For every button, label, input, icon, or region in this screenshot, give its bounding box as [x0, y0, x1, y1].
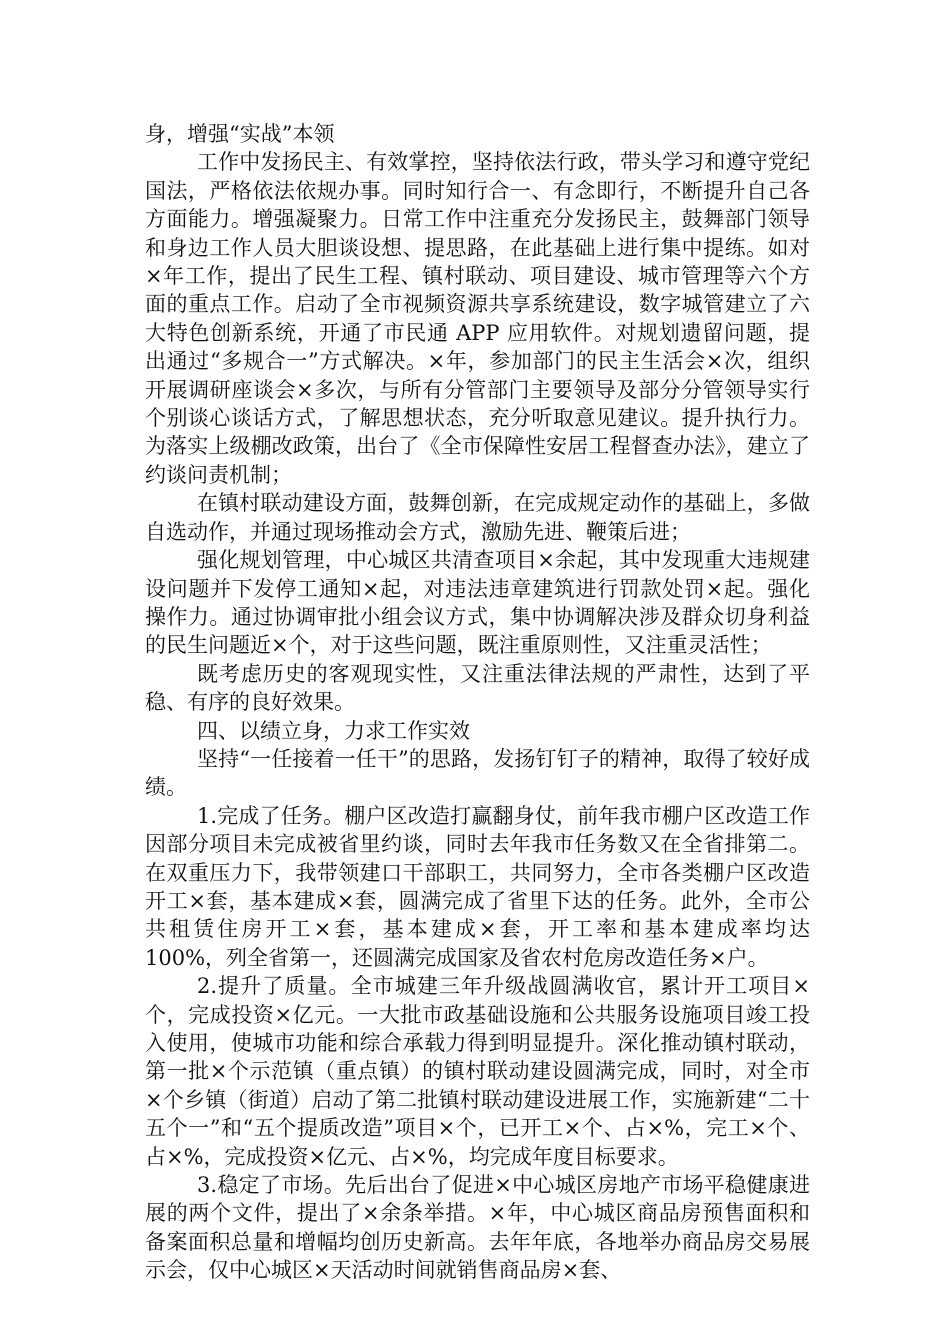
paragraph: 在镇村联动建设方面，鼓舞创新，在完成规定动作的基础上，多做自选动作，并通过现场推动会方式，激励先进、鞭策后进；	[145, 491, 810, 544]
paragraph: 强化规划管理，中心城区共清查项目×余起，其中发现重大违规建设问题并下发停工通知×起，对违法违章建筑进行罚款处罚×起。强化操作力。通过协调审批小组会议方式，集中协调解决涉及群众切身利益的民生问题近×个，对于这些问题，既注重原则性，又注重灵活性；	[145, 548, 810, 658]
list-item: 1.完成了任务。棚户区改造打赢翻身仗，前年我市棚户区改造工作因部分项目未完成被省里约谈，同时去年我市任务数又在全省排第二。在双重压力下，我带领建口干部职工，共同努力，全市各类棚户区改造开工×套，基本建成×套，圆满完成了省里下达的任务。此外，全市公共租赁住房开工×套，基本建成×套，开工率和基本建成率均达 100%，列全省第一，还圆满完成国家及省农村危房改造任务×户。	[145, 803, 810, 970]
section-heading: 四、以绩立身，力求工作实效	[197, 718, 470, 743]
document-body	[145, 120, 810, 1285]
list-item: 2.提升了质量。全市城建三年升级战圆满收官，累计开工项目×个，完成投资×亿元。一大批市政基础设施和公共服务设施项目竣工投入使用，使城市功能和综合承载力得到明显提升。深化推动镇村联动，第一批×个示范镇（重点镇）的镇村联动建设圆满完成，同时，对全市×个乡镇（街道）启动了第二批镇村联动建设进展工作，实施新建“二十五个一”和“五个提质改造”项目×个，已开工×个、占×%，完工×个、占×%，完成投资×亿元、占×%，均完成年度目标要求。	[145, 974, 810, 1169]
paragraph: 工作中发扬民主、有效掌控，坚持依法行政，带头学习和遵守党纪国法，严格依法依规办事。同时知行合一、有念即行，不断提升自己各方面能力。增强凝聚力。日常工作中注重充分发扬民主，鼓舞部门领导和身边工作人员大胆谈设想、提思路，在此基础上进行集中提练。如对×年工作，提出了民生工程、镇村联动、项目建设、城市管理等六个方面的重点工作。启动了全市视频资源共享系统建设，数字城管建立了六大特色创新系统，开通了市民通 APP 应用软件。对规划遗留问题，提出通过“多规合一”方式解决。×年，参加部门的民主生活会×次，组织开展调研座谈会×多次，与所有分管部门主要领导及部分分管领导实行个别谈心谈话方式，了解思想状态，充分听取意见建议。提升执行力。为落实上级棚改政策，出台了《全市保障性安居工程督查办法》，建立了约谈问责机制；	[145, 150, 810, 487]
paragraph: 身，增强“实战”本领	[145, 122, 335, 146]
list-item: 3.稳定了市场。先后出台了促进×中心城区房地产市场平稳健康进展的两个文件，提出了×余条举措。×年，中心城区商品房预售面积和备案面积总量和增幅均创历史新高。去年年底，各地举办商品房交易展示会，仅中心城区×天活动时间就销售商品房×套、	[145, 1173, 810, 1283]
paragraph: 坚持“一任接着一任干”的思路，发扬钉钉子的精神，取得了较好成绩。	[145, 746, 810, 800]
paragraph: 既考虑历史的客观现实性，又注重法律法规的严肃性，达到了平稳、有序的良好效果。	[145, 661, 810, 715]
